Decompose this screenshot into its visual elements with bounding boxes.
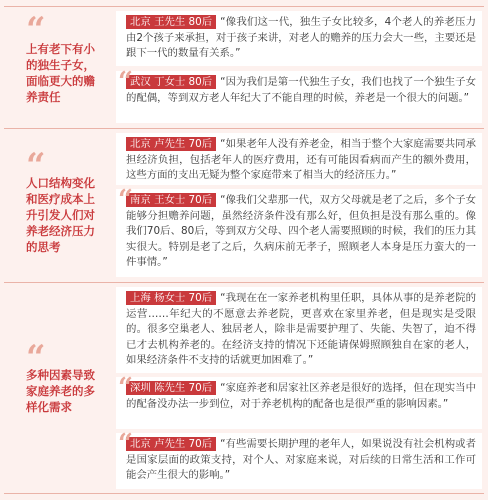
quote-card <box>116 133 482 185</box>
section-theme: 多种因素导致家庭养老的多样化需求 <box>26 368 95 414</box>
quote-card <box>116 287 482 373</box>
quote-mark-icon: “ <box>26 338 46 378</box>
section-1 <box>4 6 484 125</box>
quote-text: “家庭养老和居家社区养老是很好的选择，但在现实当中的配备没办法一步到位，对于养老机构的配备也是很严重的影响因素。” <box>126 382 476 410</box>
quote-text: “如果老年人没有养老金，相当于整个大家庭需要共同承担经济负担，包括老年人的医疗费用，还有可能因看病而产生的额外费用，这些方面的支出无疑为整个家庭带来了相当大的经济压力。” <box>126 138 476 182</box>
section-1-left <box>4 7 112 125</box>
quote-mark-icon: “ <box>118 373 133 403</box>
quote-text: “像我们这一代，独生子女比较多，4个老人的养老压力由2个孩子来承担，对于孩子来讲，对老人的赡养的压力会大一些，主要还是跟下一代的数量有关系。” <box>126 16 476 60</box>
quote-text: “因为我们是第一代独生子女，我们也找了一个独生子女的配偶，等到双方老人年纪大了不能自理的时候，养老是一个很大的问题。” <box>126 76 476 104</box>
quote-mark-icon: “ <box>26 10 46 50</box>
speaker-tag: 北京 卢先生 70后 <box>126 137 216 151</box>
section-theme: 人口结构变化和医疗成本上升引发人们对养老经济压力的思考 <box>26 176 95 254</box>
speaker-tag: 北京 卢先生 70后 <box>126 437 216 451</box>
quote-mark-icon: “ <box>118 67 133 97</box>
quote-text: “我现在在一家养老机构里任职，具体从事的是养老院的运营……年纪大的不愿意去养老院，更喜欢在家里养老，但是现实是受限的。很多空巢老人、独居老人，除非是需要护理了、失能、失智了，迫不得已才去机构养老的。在经济支持的情况下还能请保姆照顾独自在家的老人，如果经济条件不支持的话就更加困难了。” <box>126 292 476 367</box>
quote-card <box>116 373 482 429</box>
section-2-left <box>4 129 112 277</box>
quote-card <box>116 11 482 66</box>
quote-mark-icon: “ <box>118 429 133 459</box>
speaker-tag: 北京 王先生 80后 <box>126 15 216 29</box>
section-3-left <box>4 283 112 493</box>
speaker-tag: 上海 杨女士 70后 <box>126 291 216 305</box>
section-2 <box>4 128 484 277</box>
speaker-tag: 深圳 陈先生 70后 <box>126 381 216 395</box>
quote-card <box>116 429 482 489</box>
section-theme: 上有老下有小的独生子女，面临更大的赡养责任 <box>26 42 95 104</box>
quote-mark-icon: “ <box>118 185 133 215</box>
speaker-tag: 武汉 丁女士 80后 <box>126 75 216 89</box>
quote-card <box>116 185 482 277</box>
quote-card <box>116 67 482 123</box>
quote-text: “有些需要长期护理的老年人，如果说没有社会机构或者是国家层面的政策支持，对个人、对家庭来说，对后续的日常生活和工作可能会产生很大的影响。” <box>126 438 476 482</box>
quote-text: “像我们父辈那一代，双方父母就是老了之后，多个子女能够分担赡养问题，虽然经济条件没有那么好，但负担是没有那么重的。像我们70后、80后，等到双方父母、四个老人需要照顾的时候，我们的压力其实很大。特别是老了之后，久病床前无孝子，照顾老人本身是压力蛮大的一件事情。” <box>126 194 476 269</box>
speaker-tag: 南京 王女士 70后 <box>126 193 216 207</box>
section-3 <box>4 282 484 494</box>
quote-mark-icon: “ <box>26 146 46 186</box>
